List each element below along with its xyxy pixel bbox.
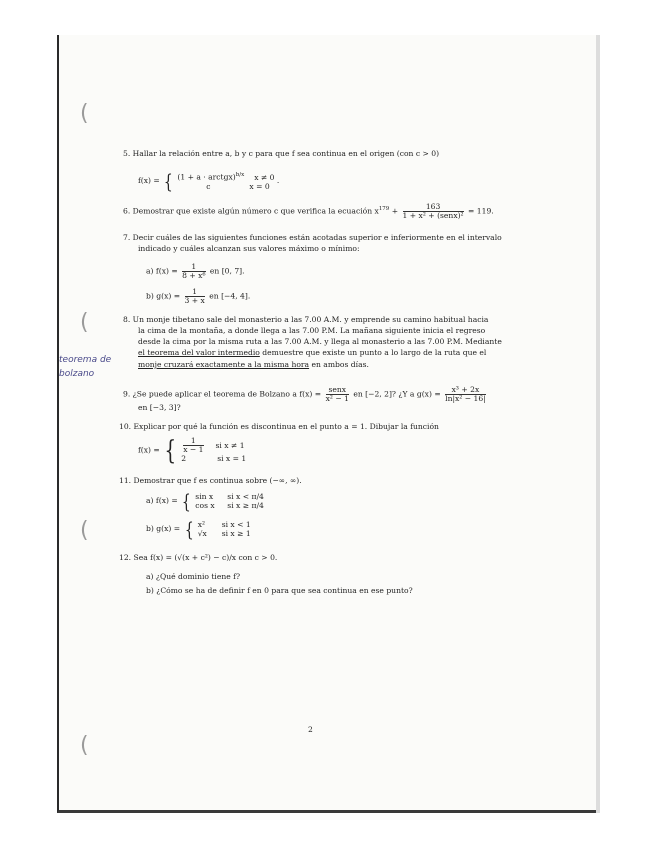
- punch-hole-icon: (: [80, 101, 89, 126]
- problem-5: 5. Hallar la relación entre a, b y c para que f sea continua en el origen (con c > 0): [123, 149, 440, 158]
- problem-12: 12. Sea f(x) = (√(x + c²) − c)/x con c > 0.: [119, 553, 278, 562]
- punch-hole-icon: (: [80, 518, 89, 543]
- problem-8-line4: el teorema del valor intermedio demuestre que existe un punto a lo largo de la ruta que el: [138, 348, 487, 357]
- problem-12b: b) ¿Cómo se ha de definir f en 0 para que sea continua en ese punto?: [146, 586, 413, 595]
- margin-note-line1: teorema de: [59, 355, 112, 365]
- problem-7a: a) f(x) = $\frac{1}{\text{8 + x⁶}}$ en [0, 7].: [146, 262, 245, 280]
- problem-11: 11. Demostrar que f es continua sobre (−∞, ∞).: [119, 476, 302, 485]
- problem-6: 6. Demostrar que existe algún número c que verifica la ecuación $x^{179}$ + $\frac{163}{\text{1 + x² + (senx)²}}$ = 119.: [123, 202, 494, 220]
- problem-8-line3: desde la cima por la misma ruta a las 7.00 A.M. y llega al monasterio a las 7.00 P.M. Mediante: [138, 337, 502, 346]
- problem-7-line2: indicado y cuáles alcanzan sus valores máximo o mínimo:: [138, 244, 360, 253]
- problem-12a: a) ¿Qué dominio tiene f?: [146, 572, 241, 581]
- problem-10: 10. Explicar por qué la función es discontinua en el punto a = 1. Dibujar la función: [119, 422, 439, 431]
- problem-9-line2: en [−3, 3]?: [138, 403, 181, 412]
- problem-7b: b) g(x) = $\frac{1}{3 + x}$ en [−4, 4].: [146, 287, 251, 305]
- problem-10-function: f(x) = { $\frac{1}{x - 1}$ si x ≠ 1 2 si x = 1: [138, 435, 247, 466]
- margin-note-line2: bolzano: [59, 369, 95, 379]
- punch-hole-icon: (: [80, 310, 89, 335]
- page-number: 2: [308, 725, 313, 734]
- problem-7: 7. Decir cuáles de las siguientes funciones están acotadas superior e inferiormente en el intervalo: [123, 233, 502, 242]
- problem-8-line5: monje cruzará exactamente a la misma hora en ambos días.: [138, 360, 369, 369]
- problem-8: 8. Un monje tibetano sale del monasterio a las 7.00 A.M. y emprende su camino habitual hacia: [123, 315, 489, 324]
- problem-8-line2: la cima de la montaña, a donde llega a las 7.00 P.M. La mañana siguiente inicia el regreso: [138, 326, 486, 335]
- page-edge: [596, 35, 600, 813]
- punch-hole-icon: (: [80, 733, 89, 758]
- problem-11b: b) g(x) = { x² si x < 1 √x si x ≥ 1: [146, 517, 251, 541]
- problem-11a: a) f(x) = { sin x si x < π/4 cos x si x ≥ π/4: [146, 489, 264, 513]
- problem-5-function: f(x) = { (1 + a · arctgx)$^{b/x}$ x ≠ 0 c x = 0 .: [138, 168, 280, 193]
- problem-9: 9. ¿Se puede aplicar el teorema de Bolzano a f(x) = $\frac{\text{senx}}{\text{x² − 1}}$ en [−2, 2]? ¿Y a g(x) = $\frac{\text{x³ + 2x}}{\text{ln|x² − 16|}}$: [123, 385, 486, 403]
